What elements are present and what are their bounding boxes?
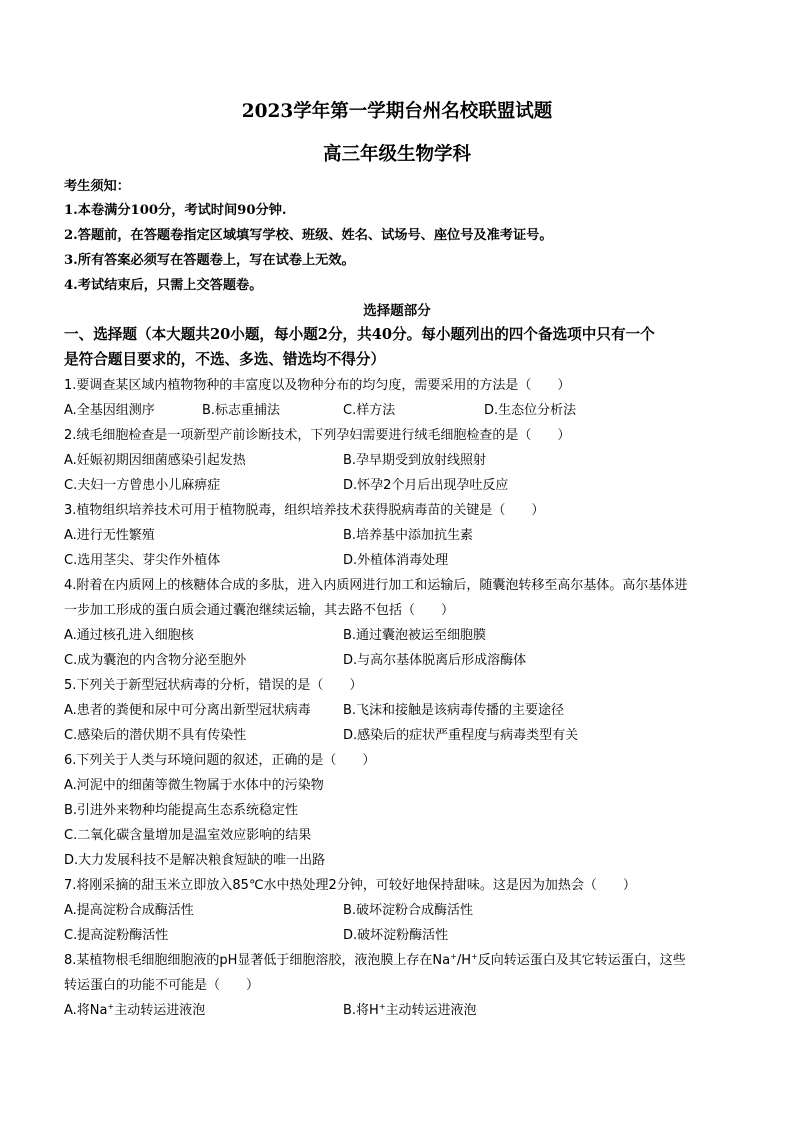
question-stem-continued: 转运蛋白的功能不可能是（ ） (64, 978, 260, 993)
part-instructions: 一、选择题（本大题共20小题，每小题2分，共40分。每小题列出的四个备选项中只有一个 (64, 326, 655, 343)
option-a: A.将Na+主动转运进液泡 (64, 1002, 206, 1018)
option-c: C.二氧化碳含量增加是温室效应影响的结果 (64, 828, 312, 843)
option-d: D.感染后的症状严重程度与病毒类型有关 (343, 728, 579, 743)
question-stem: 2.绒毛细胞检查是一项新型产前诊断技术，下列孕妇需要进行绒毛细胞检查的是（ ） (64, 428, 571, 443)
option-d: D.与高尔基体脱离后形成溶酶体 (343, 653, 527, 668)
option-a: A.进行无性繁殖 (64, 528, 155, 543)
option-b: B.通过囊泡被运至细胞膜 (343, 628, 487, 643)
question-stem: 3.植物组织培养技术可用于植物脱毒，组织培养技术获得脱病毒苗的关键是（ ） (64, 503, 545, 518)
question-stem: 8.某植物根毛细胞细胞液的pH显著低于细胞溶胶，液泡膜上存在Na+/H+反向转运蛋白及其它转运蛋白，这些 (64, 952, 686, 968)
option-a: A.河泥中的细菌等微生物属于水体中的污染物 (64, 778, 324, 793)
option-b: B.破坏淀粉合成酶活性 (343, 903, 474, 918)
option-d: D.大力发展科技不是解决粮食短缺的唯一出路 (64, 853, 326, 868)
question-stem-continued: 一步加工形成的蛋白质会通过囊泡继续运输，其去路不包括（ ） (64, 603, 455, 618)
option-a: A.全基因组测序 (64, 403, 155, 418)
option-b: B.引进外来物种均能提高生态系统稳定性 (64, 803, 299, 818)
part-instructions: 是符合题目要求的，不选、多选、错选均不得分） (64, 351, 386, 368)
notice-heading: 考生须知： (64, 179, 130, 194)
option-b: B.孕早期受到放射线照射 (343, 453, 487, 468)
exam-subtitle: 高三年级生物学科 (322, 144, 471, 165)
option-b: B.飞沫和接触是该病毒传播的主要途径 (343, 703, 565, 718)
option-a: A.通过核孔进入细胞核 (64, 628, 194, 643)
question-stem: 4.附着在内质网上的核糖体合成的多肽，进入内质网进行加工和运输后，随囊泡转移至高尔基体。高尔基体进 (64, 578, 688, 593)
option-b: B.标志重捕法 (202, 403, 281, 418)
option-c: C.成为囊泡的内含物分泌至胞外 (64, 653, 247, 668)
notice-item: 3.所有答案必须写在答题卷上，写在试卷上无效。 (64, 253, 355, 268)
option-c: C.感染后的潜伏期不具有传染性 (64, 728, 247, 743)
notice-item: 2.答题前，在答题卷指定区域填写学校、班级、姓名、试场号、座位号及准考证号。 (64, 228, 553, 243)
question-stem: 1.要调查某区域内植物物种的丰富度以及物种分布的均匀度，需要采用的方法是（ ） (64, 378, 571, 393)
option-d: D.外植体消毒处理 (343, 553, 449, 568)
question-stem: 7.将刚采摘的甜玉米立即放入85℃水中热处理2分钟，可较好地保持甜味。这是因为加热会（ ） (64, 878, 636, 893)
option-c: C.提高淀粉酶活性 (64, 928, 169, 943)
option-a: A.妊娠初期因细菌感染引起发热 (64, 453, 246, 468)
option-c: C.夫妇一方曾患小儿麻痹症 (64, 478, 221, 493)
option-d: D.怀孕2个月后出现孕吐反应 (343, 478, 509, 493)
section-title: 选择题部分 (363, 303, 431, 319)
option-d: D.生态位分析法 (484, 403, 577, 418)
option-c: C.样方法 (343, 403, 396, 418)
option-d: D.破坏淀粉酶活性 (343, 928, 449, 943)
option-b: B.培养基中添加抗生素 (343, 528, 474, 543)
option-b: B.将H+主动转运进液泡 (343, 1002, 477, 1018)
question-stem: 6.下列关于人类与环境问题的叙述，正确的是（ ） (64, 753, 376, 768)
option-a: A.提高淀粉合成酶活性 (64, 903, 194, 918)
exam-title: 2023学年第一学期台州名校联盟试题 (241, 101, 553, 122)
question-stem: 5.下列关于新型冠状病毒的分析，错误的是（ ） (64, 678, 363, 693)
option-c: C.选用茎尖、芽尖作外植体 (64, 553, 221, 568)
notice-item: 4.考试结束后，只需上交答题卷。 (64, 278, 263, 293)
notice-item: 1.本卷满分100分，考试时间90分钟. (64, 203, 287, 218)
option-a: A.患者的粪便和尿中可分离出新型冠状病毒 (64, 703, 311, 718)
